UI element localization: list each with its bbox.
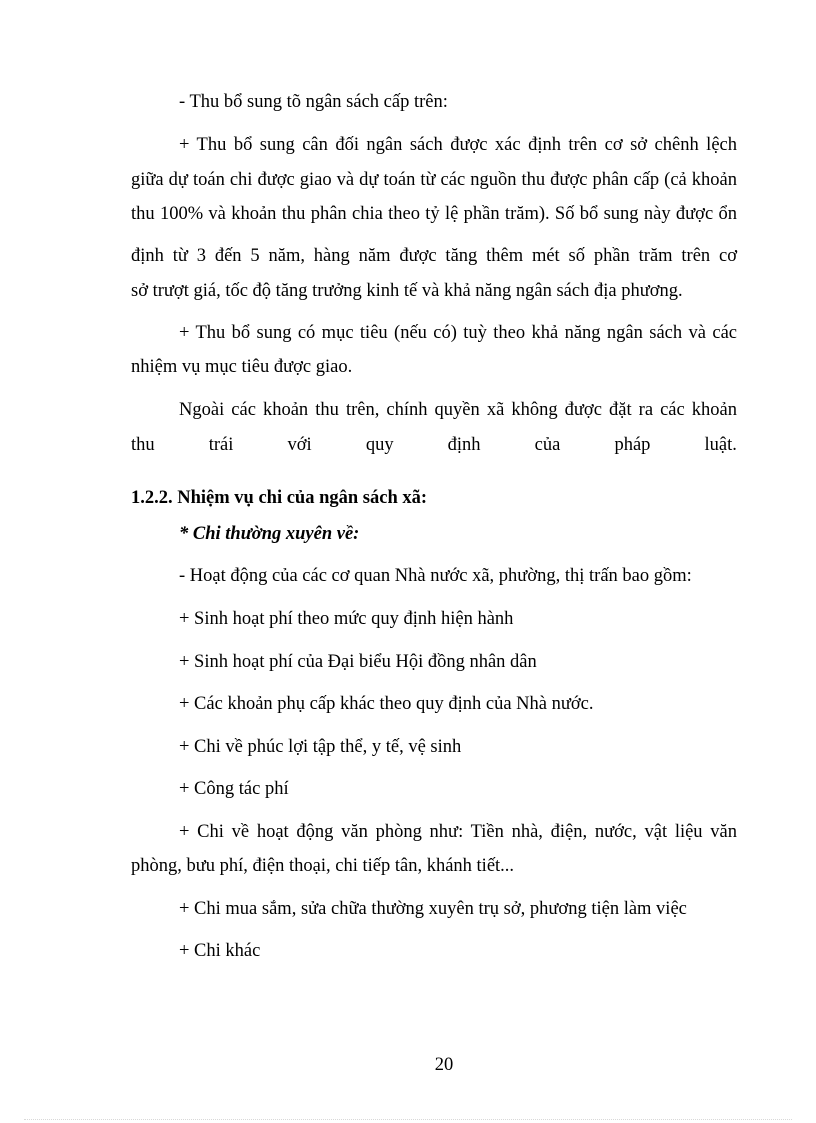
subsection-heading: * Chi thường xuyên về: (179, 524, 360, 544)
text-line: - Thu bổ sung tõ ngân sách cấp trên: (179, 92, 448, 112)
word: luật. (704, 435, 737, 455)
text-line-spread (131, 436, 737, 455)
word: của (534, 435, 561, 455)
word: trái (208, 435, 234, 455)
text-line: - Hoạt động của các cơ quan Nhà nước xã, phường, thị trấn bao gồm: (179, 566, 692, 586)
text-line: + Thu bổ sung cân đối ngân sách được xác định trên cơ sở chênh lệch (179, 135, 737, 155)
text-line: sở trượt giá, tốc độ tăng trưởng kinh tế và khả năng ngân sách địa phương. (131, 281, 683, 301)
word: quy (365, 435, 394, 455)
text-line: + Sinh hoạt phí của Đại biểu Hội đồng nhân dân (179, 652, 537, 672)
text-line: + Chi khác (179, 941, 261, 961)
text-line: + Chi mua sắm, sửa chữa thường xuyên trụ sở, phương tiện làm việc (179, 899, 687, 919)
word: thu (131, 435, 155, 455)
page-number: 20 (434, 1055, 454, 1075)
text-line: + Thu bổ sung có mục tiêu (nếu có) tuỳ theo khả năng ngân sách và các (179, 323, 737, 343)
word: với (287, 435, 312, 455)
text-line: phòng, bưu phí, điện thoại, chi tiếp tân, khánh tiết... (131, 856, 515, 876)
section-heading: 1.2.2. Nhiệm vụ chi của ngân sách xã: (131, 488, 428, 508)
text-line: giữa dự toán chi được giao và dự toán từ các nguồn thu được phân cấp (cả khoản (131, 170, 737, 190)
text-line: + Chi về hoạt động văn phòng như: Tiền nhà, điện, nước, vật liệu văn (179, 822, 737, 842)
word: pháp (614, 435, 651, 455)
text-line: + Các khoản phụ cấp khác theo quy định của Nhà nước. (179, 694, 594, 714)
text-line: nhiệm vụ mục tiêu được giao. (131, 357, 353, 377)
text-line: + Sinh hoạt phí theo mức quy định hiện hành (179, 609, 514, 629)
text-line: + Chi về phúc lợi tập thể, y tế, vệ sinh (179, 737, 462, 757)
text-line: + Công tác phí (179, 779, 289, 799)
text-line: định từ 3 đến 5 năm, hàng năm được tăng thêm mét số phần trăm trên cơ (131, 246, 737, 266)
text-line: Ngoài các khoản thu trên, chính quyền xã không được đặt ra các khoản (179, 400, 737, 420)
word: định (447, 435, 481, 455)
footer-divider (24, 1119, 792, 1120)
text-line: thu 100% và khoản thu phân chia theo tỷ lệ phần trăm). Số bổ sung này được ổn (131, 204, 737, 224)
